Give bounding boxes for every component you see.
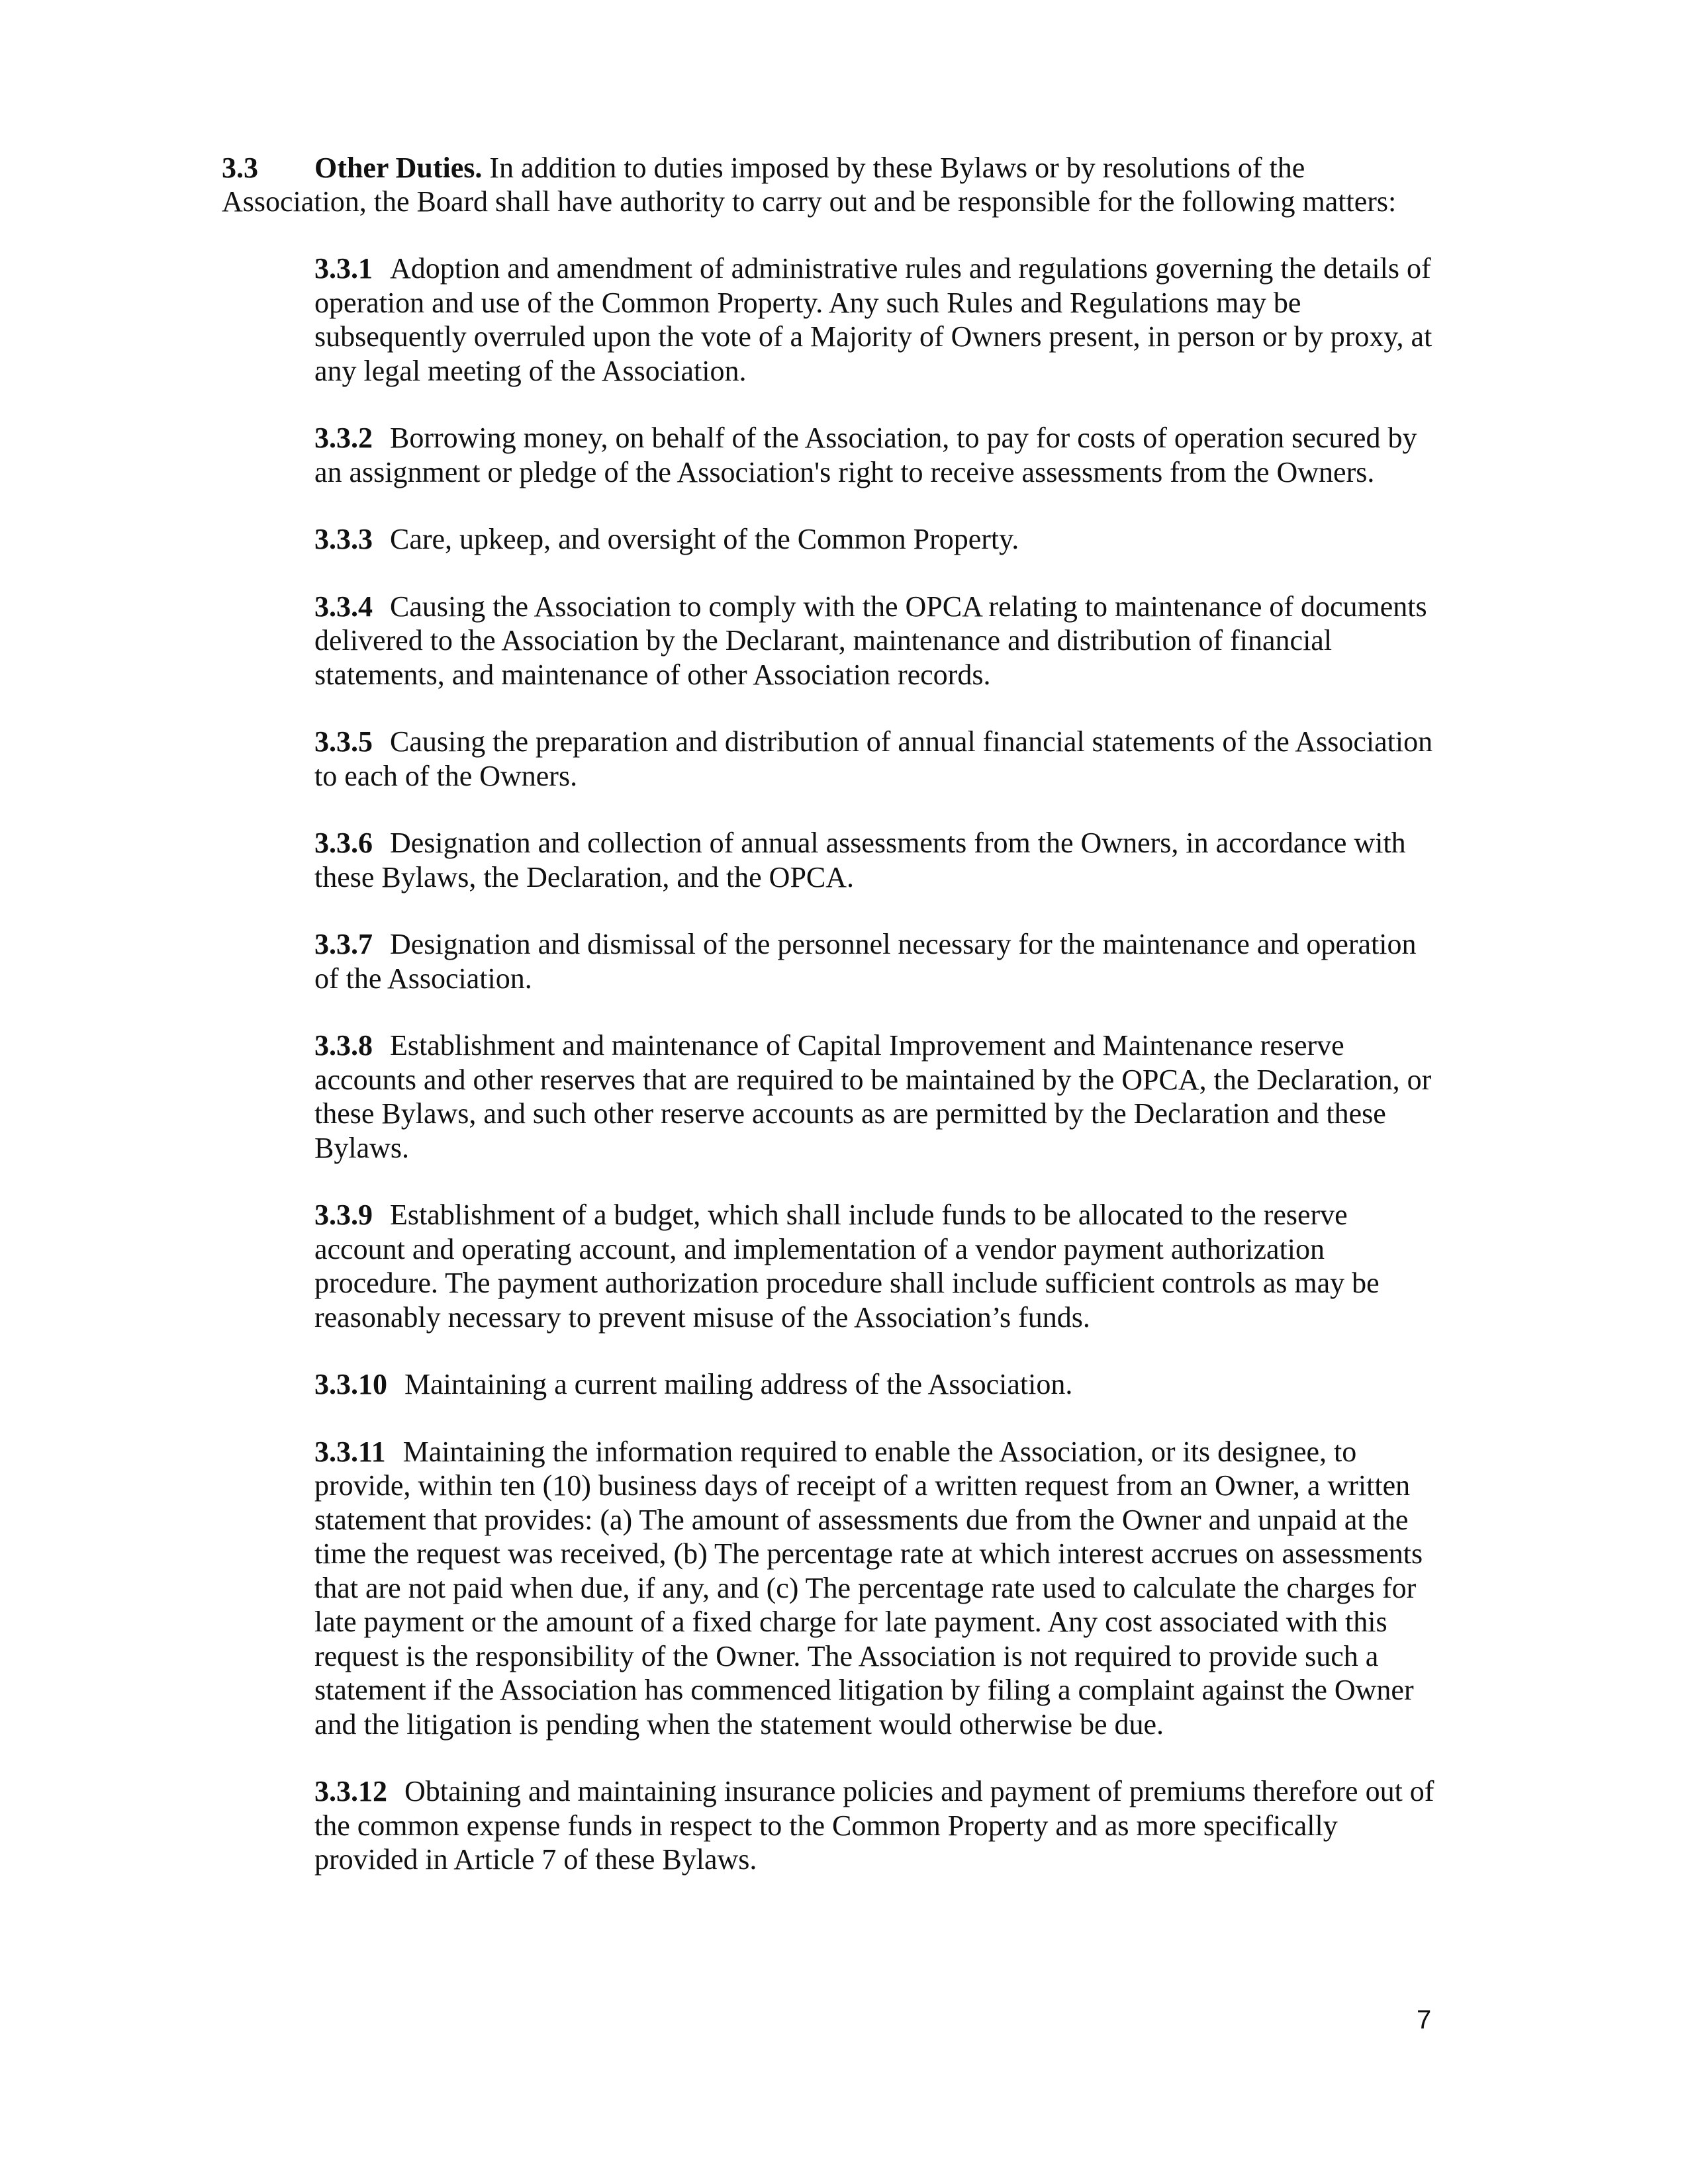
item-text: Borrowing money, on behalf of the Association, to pay for costs of operation secured by an assignment or pledge of the Association's right to receive assessments from the Owners. xyxy=(314,422,1417,488)
page-number: 7 xyxy=(1417,2005,1432,2034)
list-item xyxy=(314,1198,1440,1334)
item-text: Establishment and maintenance of Capital Improvement and Maintenance reserve accounts and other reserves that are required to be maintained by the OPCA, the Declaration, or these Bylaws, and such other reserve accounts as are permitted by the Declaration and these Bylaws. xyxy=(314,1029,1432,1164)
item-number: 3.3.3 xyxy=(314,523,373,555)
list-item xyxy=(314,1774,1440,1877)
list-item xyxy=(314,725,1440,793)
list-item xyxy=(314,590,1440,692)
item-text: Designation and collection of annual assessments from the Owners, in accordance with these Bylaws, the Declaration, and the OPCA. xyxy=(314,827,1406,893)
item-text: Care, upkeep, and oversight of the Common Property. xyxy=(390,523,1019,555)
section-intro: In addition to duties imposed by these Bylaws or by resolutions of the Association, the Board shall have authority to carry out and be responsible for the following matters: xyxy=(222,152,1397,218)
item-number: 3.3.11 xyxy=(314,1435,386,1468)
section-number: 3.3 xyxy=(222,152,258,184)
section-title: Other Duties. xyxy=(314,152,483,184)
list-item xyxy=(314,1435,1440,1742)
item-number: 3.3.2 xyxy=(314,422,373,454)
list-item xyxy=(314,522,1440,557)
item-number: 3.3.5 xyxy=(314,725,373,758)
list-item xyxy=(314,1028,1440,1165)
item-number: 3.3.9 xyxy=(314,1199,373,1231)
item-text: Causing the Association to comply with the OPCA relating to maintenance of documents delivered to the Association by the Declarant, maintenance and distribution of financial statements, and maintenance of other Association records. xyxy=(314,590,1427,691)
item-text: Obtaining and maintaining insurance policies and payment of premiums therefore out of the common expense funds in respect to the Common Property and as more specifically provided in Article 7 of these Bylaws. xyxy=(314,1775,1434,1876)
list-item xyxy=(314,421,1440,489)
item-number: 3.3.10 xyxy=(314,1368,387,1400)
item-text: Establishment of a budget, which shall include funds to be allocated to the reserve account and operating account, and implementation of a vendor payment authorization procedure. The payment authorization procedure shall include sufficient controls as may be reasonably necessary to prevent misuse of the Association’s funds. xyxy=(314,1199,1380,1334)
item-number: 3.3.6 xyxy=(314,827,373,859)
item-number: 3.3.8 xyxy=(314,1029,373,1062)
section-3-3-heading xyxy=(222,151,1400,218)
item-text: Causing the preparation and distribution of annual financial statements of the Association to each of the Owners. xyxy=(314,725,1433,792)
item-text: Maintaining the information required to enable the Association, or its designee, to provide, within ten (10) business days of receipt of a written request from an Owner, a written statement that provides: (a) The amount of assessments due from the Owner and unpaid at the time the request was received, (b) The percentage rate at which interest accrues on assessments that are not paid when due, if any, and (c) The percentage rate used to calculate the charges for late payment or the amount of a fixed charge for late payment. Any cost associated with this request is the responsibility of the Owner. The Association is not required to provide such a statement if the Association has commenced litigation by filing a complaint against the Owner and the litigation is pending when the statement would otherwise be due. xyxy=(314,1435,1423,1741)
item-number: 3.3.12 xyxy=(314,1775,387,1807)
list-item xyxy=(314,1367,1440,1402)
duties-list xyxy=(314,251,1440,1910)
item-text: Maintaining a current mailing address of the Association. xyxy=(404,1368,1073,1400)
item-number: 3.3.4 xyxy=(314,590,373,623)
item-text: Adoption and amendment of administrative rules and regulations governing the details of operation and use of the Common Property. Any such Rules and Regulations may be subsequently overruled upon the vote of a Majority of Owners present, in person or by proxy, at any legal meeting of the Association. xyxy=(314,252,1432,387)
item-text: Designation and dismissal of the personnel necessary for the maintenance and operation of the Association. xyxy=(314,928,1417,995)
item-number: 3.3.1 xyxy=(314,252,373,285)
list-item xyxy=(314,826,1440,894)
list-item xyxy=(314,251,1440,388)
list-item xyxy=(314,927,1440,995)
item-number: 3.3.7 xyxy=(314,928,373,960)
